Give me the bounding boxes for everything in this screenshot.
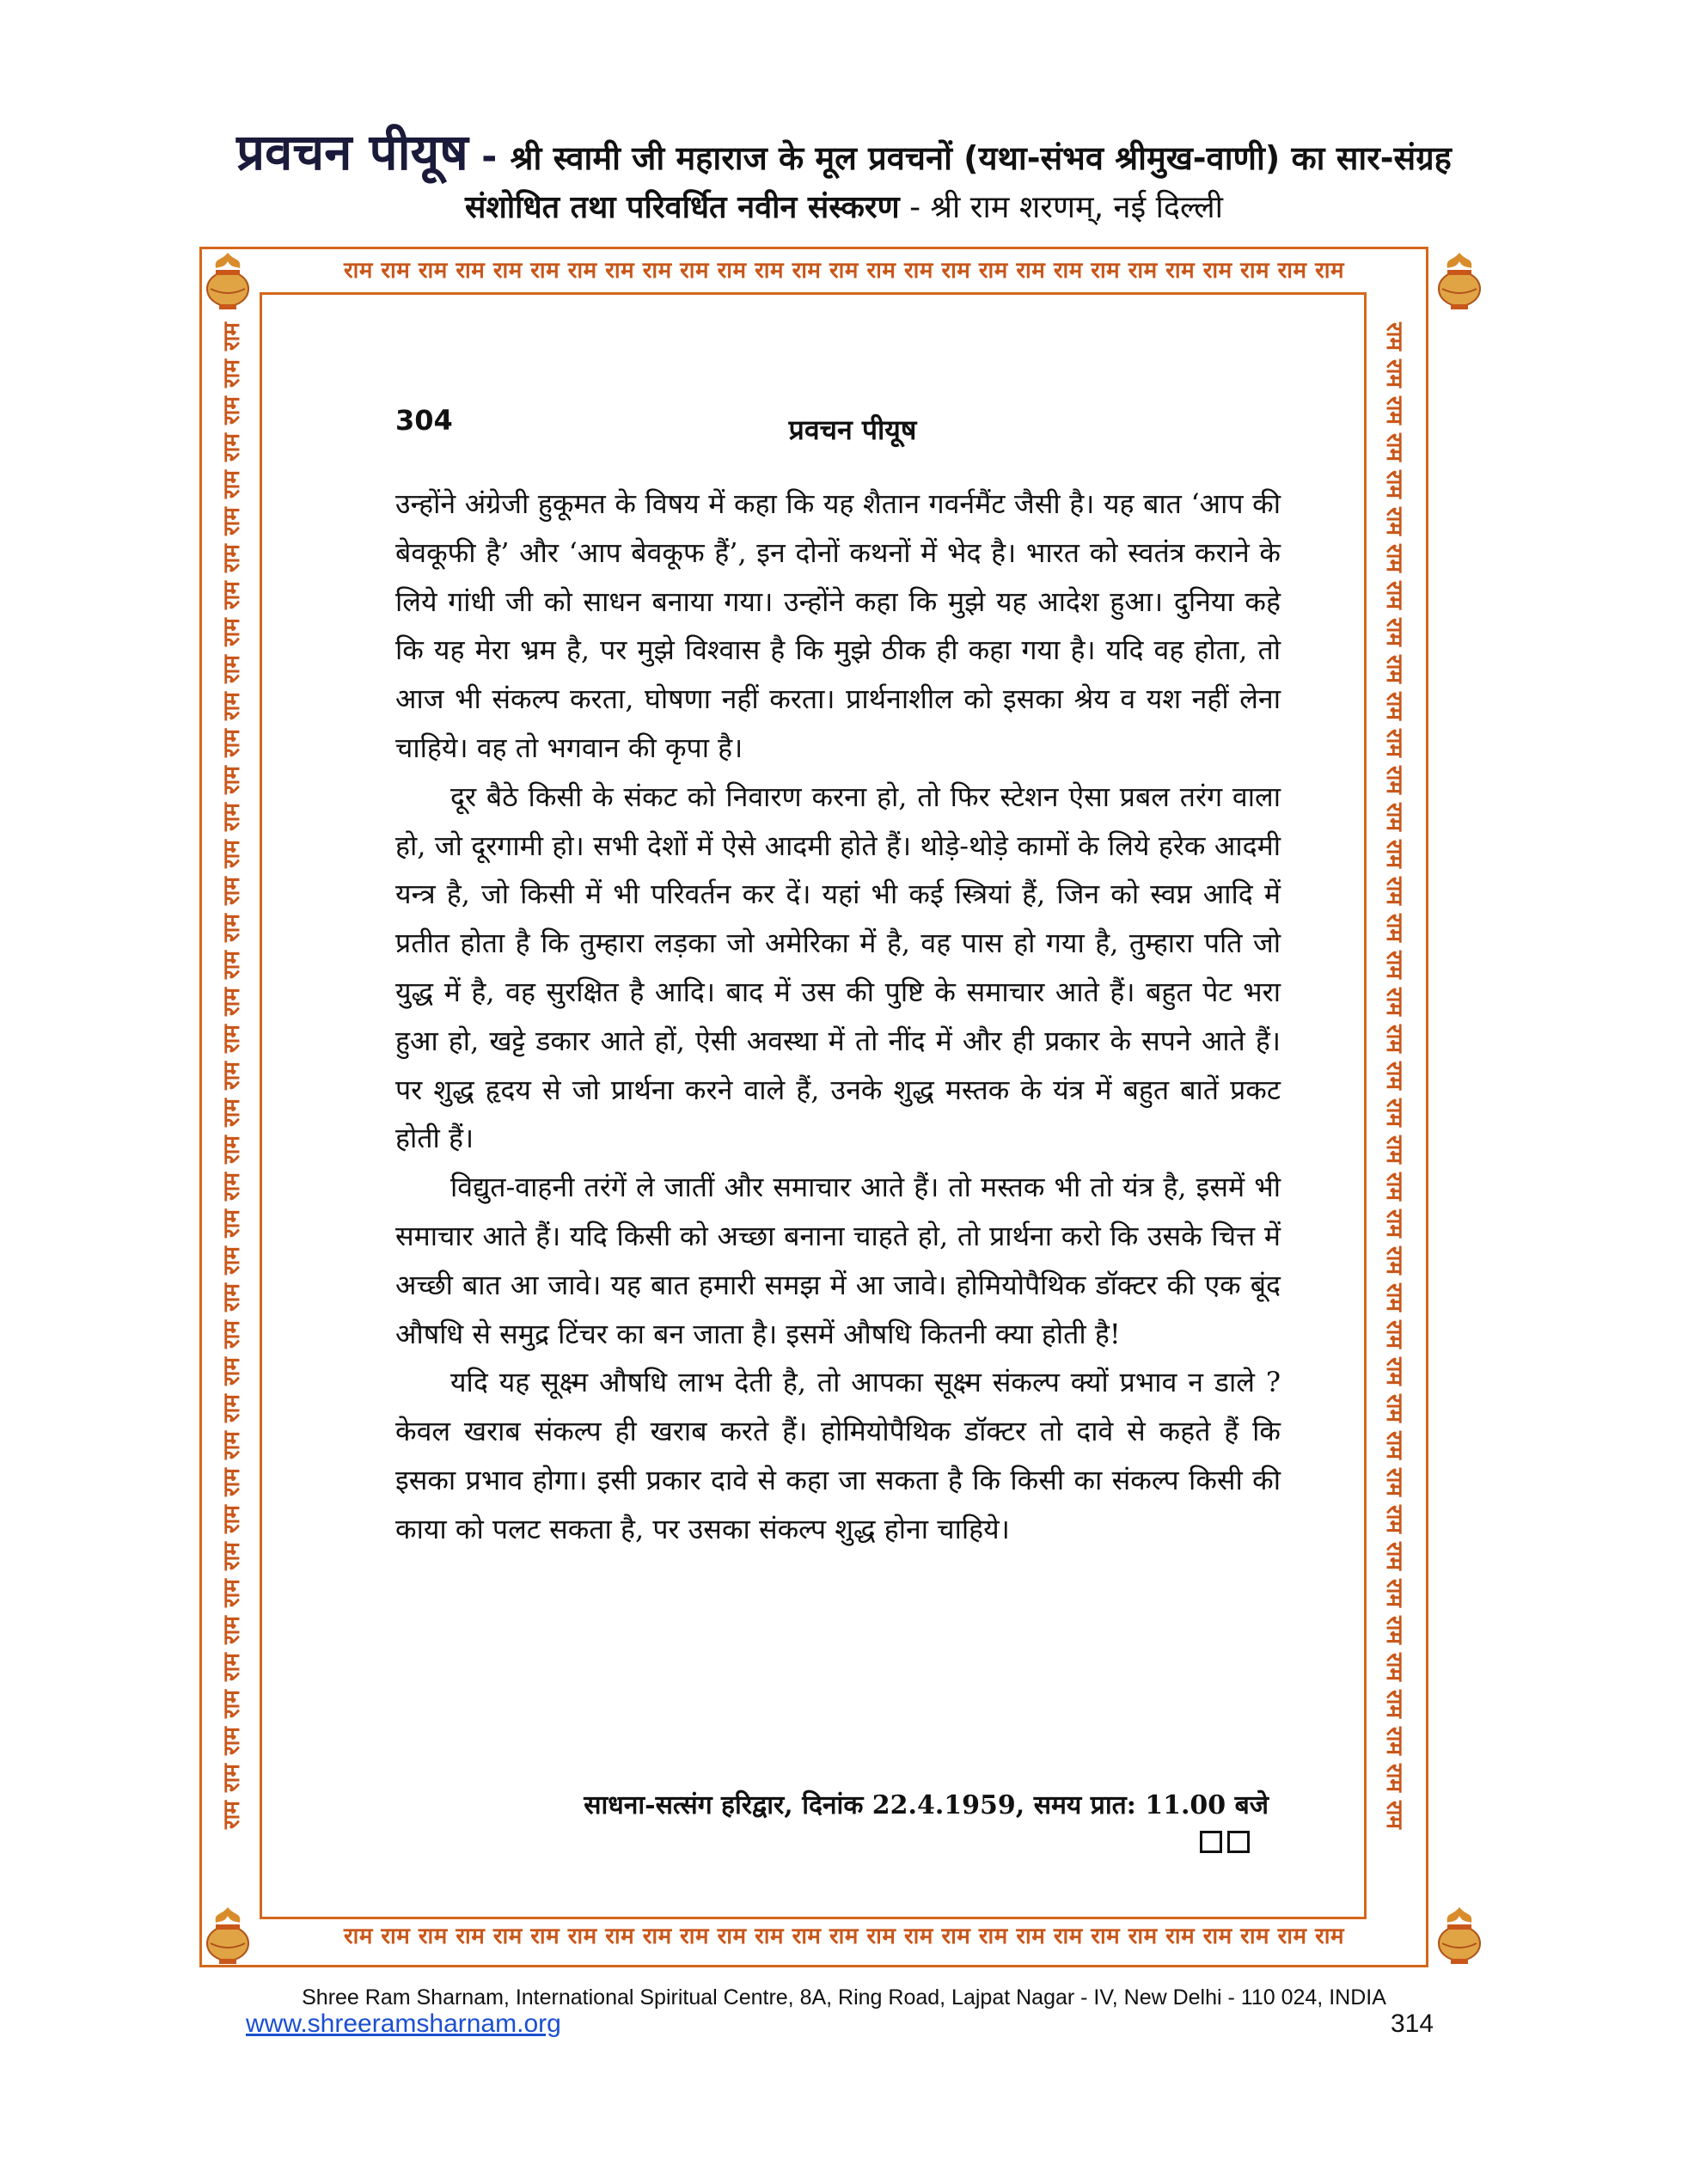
ram-border-word: राम [218, 1320, 245, 1349]
ram-border-word: राम [1380, 507, 1407, 535]
kalash-ornament-icon [202, 249, 254, 311]
ram-border-word: राम [1380, 1468, 1407, 1496]
ram-border-word: राम [1380, 1579, 1407, 1607]
paragraph: उन्होंने अंग्रेजी हुकूमत के विषय में कहा कि यह शैतान गवर्नमैंट जैसी है। यह बात ‘आप की बेवकूफी है’ और ‘आप बेवकूफ हैं’, इन दोनों कथनों में भेद है। भारत को स्वतंत्र कराने के लिये गांधी जी को साधन बनाया गया। उन्होंने कहा कि मुझे यह आदेश हुआ। दुनिया कहे कि यह मेरा भ्रम है, पर मुझे विश्वास है कि मुझे ठीक ही कहा गया है। यदि वह होता, तो आज भी संकल्प करता, घोषणा नहीं करता। प्रार्थनाशील को इसका श्रेय व यश नहीं लेना चाहिये। वह तो भगवान की कृपा है। [395, 487, 1281, 764]
ram-border-word: राम [1380, 1690, 1407, 1718]
body-text [395, 480, 1281, 1554]
ram-border-word: राम [218, 1690, 245, 1718]
ram-border-word: राम [218, 988, 245, 1016]
document-title [0, 116, 1688, 184]
ram-border-word: राम [218, 1209, 245, 1238]
ram-border-word: राम [218, 840, 245, 868]
ram-border-word: राम [1380, 1801, 1407, 1829]
ram-border-word: राम [1380, 544, 1407, 572]
ram-border-word: राम [1380, 1616, 1407, 1644]
ram-border-word: राम [218, 1616, 245, 1644]
edition-label: संशोधित तथा परिवर्धित नवीन संस्करण [465, 190, 900, 225]
ram-border-word: राम [218, 1098, 245, 1127]
ram-border-word: राम [1380, 1209, 1407, 1238]
ram-border-word: राम [1380, 840, 1407, 868]
ram-border-word: राम [1380, 618, 1407, 646]
ram-border-word: राम [218, 692, 245, 720]
ram-border-word: राम [218, 1283, 245, 1312]
ram-border-left [209, 318, 255, 1865]
ram-border-word: राम [1380, 877, 1407, 905]
ram-border-word: राम [218, 396, 245, 425]
pdf-page-number: 314 [1391, 2010, 1434, 2038]
kalash-ornament-icon [1434, 249, 1485, 311]
ram-border-word: राम [1380, 433, 1407, 462]
ram-border-word: राम [218, 544, 245, 572]
paragraph: दूर बैठे किसी के संकट को निवारण करना हो, तो फिर स्टेशन ऐसा प्रबल तरंग वाला हो, जो दूरगामी हो। सभी देशों में ऐसे आदमी होते हैं। थोड़े-थोड़े कामों के लिये हरेक आदमी यन्त्र है, जो किसी में भी परिवर्तन कर दें। यहां भी कई स्त्रियां हैं, जिन को स्वप्न आदि में प्रतीत होता है कि तुम्हारा लड़का जो अमेरिका में है, वह पास हो गया है, तुम्हारा पति जो युद्ध में है, वह सुरक्षित है आदि। बाद में उस की पुष्टि के समाचार आते हैं। बहुत पेट भरा हुआ हो, खट्टे डकार आते हों, ऐसी अवस्था में तो नींद में और ही प्रकार के सपने आते हैं। पर शुद्ध हृदय से जो प्रार्थना करने वाले हैं, उनके शुद्ध मस्तक के यंत्र में बहुत बातें प्रकट होती हैं। [395, 780, 1281, 1155]
ram-border-word: राम [1380, 1283, 1407, 1312]
ram-border-word: राम [218, 322, 245, 351]
ram-border-word: राम [1380, 1505, 1407, 1533]
ram-border-word: राम [218, 1468, 245, 1496]
ram-border-word: राम [1380, 1727, 1407, 1755]
ram-border-word: राम [1380, 322, 1407, 351]
discourse-signature: साधना-सत्संग हरिद्वार, दिनांक 22.4.1959, समय प्रात: 11.00 बजे [584, 1790, 1269, 1820]
ram-border-word: राम [1380, 914, 1407, 942]
ram-border-word: राम [218, 1764, 245, 1792]
book-title: प्रवचन पीयूष [236, 123, 468, 181]
ram-border-word: राम [1380, 1653, 1407, 1681]
ram-border-word: राम [1380, 692, 1407, 720]
ram-border-word: राम [218, 1727, 245, 1755]
end-mark-icon [1200, 1831, 1250, 1853]
ram-border-word: राम [218, 729, 245, 757]
ram-border-word: राम [1380, 655, 1407, 683]
ram-border-word: राम [218, 1542, 245, 1570]
ram-border-word: राम [218, 618, 245, 646]
ram-border-word: राम [1380, 1246, 1407, 1275]
ram-border-word: राम [218, 581, 245, 609]
ram-border-word: राम [1380, 988, 1407, 1016]
paragraph: विद्युत-वाहनी तरंगें ले जातीं और समाचार आते हैं। तो मस्तक भी तो यंत्र है, इसमें भी समाचार आते हैं। यदि किसी को अच्छा बनाना चाहते हो, तो प्रार्थना करो कि उसके चित्त में अच्छी बात आ जावे। यह बात हमारी समझ में आ जावे। होमियोपैथिक डॉक्टर की एक बूंद औषधि से समुद्र टिंचर का बन जाता है। इसमें औषधि कितनी क्या होती है! [395, 1171, 1281, 1350]
ram-border-word: राम [1380, 1320, 1407, 1349]
ram-border-word: राम [218, 359, 245, 388]
ram-border-word: राम [218, 951, 245, 979]
ram-border-word: राम [218, 507, 245, 535]
ram-border-word: राम [218, 1172, 245, 1201]
book-description: श्री स्वामी जी महाराज के मूल प्रवचनों (यथा-संभव श्रीमुख-वाणी) का सार-संग्रह [510, 139, 1452, 177]
publisher-label: - श्री राम शरणम्, नई दिल्ली [899, 190, 1223, 225]
ram-border-word: राम [218, 1579, 245, 1607]
ram-border-word: राम [1380, 396, 1407, 425]
ram-border-word: राम [218, 1801, 245, 1829]
ram-border-word: राम [218, 1135, 245, 1164]
footer-address: Shree Ram Sharnam, International Spiritual Centre, 8A, Ring Road, Lajpat Nagar - IV, New Delhi - 110 024, INDIA [302, 1985, 1386, 2010]
ram-border-word: राम [218, 766, 245, 794]
ram-border-word: राम [1380, 470, 1407, 499]
ram-border-word: राम [1380, 1357, 1407, 1386]
ram-border-word: राम [218, 1653, 245, 1681]
ram-border-word: राम [1380, 1394, 1407, 1422]
ram-border-word: राम [1380, 803, 1407, 831]
ram-border-word: राम [1380, 581, 1407, 609]
ram-border-word: राम [218, 803, 245, 831]
title-dash: - [468, 135, 511, 179]
ram-border-word: राम [218, 1505, 245, 1533]
ram-border-word: राम [1380, 1172, 1407, 1201]
ram-border-word: राम [218, 470, 245, 499]
ram-border-word: राम [218, 433, 245, 462]
book-page-number: 304 [395, 404, 453, 437]
ram-border-word: राम [1380, 1025, 1407, 1053]
document-subtitle [0, 185, 1688, 227]
ram-border-word: राम [1380, 951, 1407, 979]
ram-border-word: राम [218, 1431, 245, 1459]
ram-border-word: राम [218, 655, 245, 683]
ram-border-word: राम [1380, 1098, 1407, 1127]
ram-border-right [1370, 318, 1416, 1865]
ram-border-top: राम राम राम राम राम राम राम राम राम राम राम राम राम राम राम राम राम राम राम राम राम राम राम राम राम राम राम [343, 258, 1345, 284]
ram-border-word: राम [1380, 1135, 1407, 1164]
ram-border-word: राम [218, 1394, 245, 1422]
ram-border-word: राम [1380, 766, 1407, 794]
ram-border-word: राम [218, 877, 245, 905]
ram-border-bottom: राम राम राम राम राम राम राम राम राम राम राम राम राम राम राम राम राम राम राम राम राम राम राम राम राम राम राम [343, 1924, 1345, 1949]
running-title: प्रवचन पीयूष [788, 413, 917, 446]
paragraph: यदि यह सूक्ष्म औषधि लाभ देती है, तो आपका सूक्ष्म संकल्प क्यों प्रभाव न डाले ? केवल खराब संकल्प ही खराब करते हैं। होमियोपैथिक डॉक्टर तो दावे से कहते हैं कि इसका प्रभाव होगा। इसी प्रकार दावे से कहा जा सकता है कि किसी का संकल्प किसी की काया को पलट सकता है, पर उसका संकल्प शुद्ध होना चाहिये। [395, 1366, 1281, 1545]
ram-border-word: राम [1380, 1764, 1407, 1792]
ram-border-word: राम [1380, 359, 1407, 388]
kalash-ornament-icon [1434, 1904, 1485, 1966]
ram-border-word: राम [1380, 729, 1407, 757]
ram-border-word: राम [218, 1061, 245, 1090]
ram-border-word: राम [218, 914, 245, 942]
ram-border-word: राम [218, 1246, 245, 1275]
ram-border-word: राम [218, 1025, 245, 1053]
kalash-ornament-icon [202, 1904, 254, 1966]
ram-border-word: राम [218, 1357, 245, 1386]
website-link[interactable]: www.shreeramsharnam.org [246, 2010, 561, 2038]
ram-border-word: राम [1380, 1431, 1407, 1459]
ram-border-word: राम [1380, 1061, 1407, 1090]
ram-border-word: राम [1380, 1542, 1407, 1570]
